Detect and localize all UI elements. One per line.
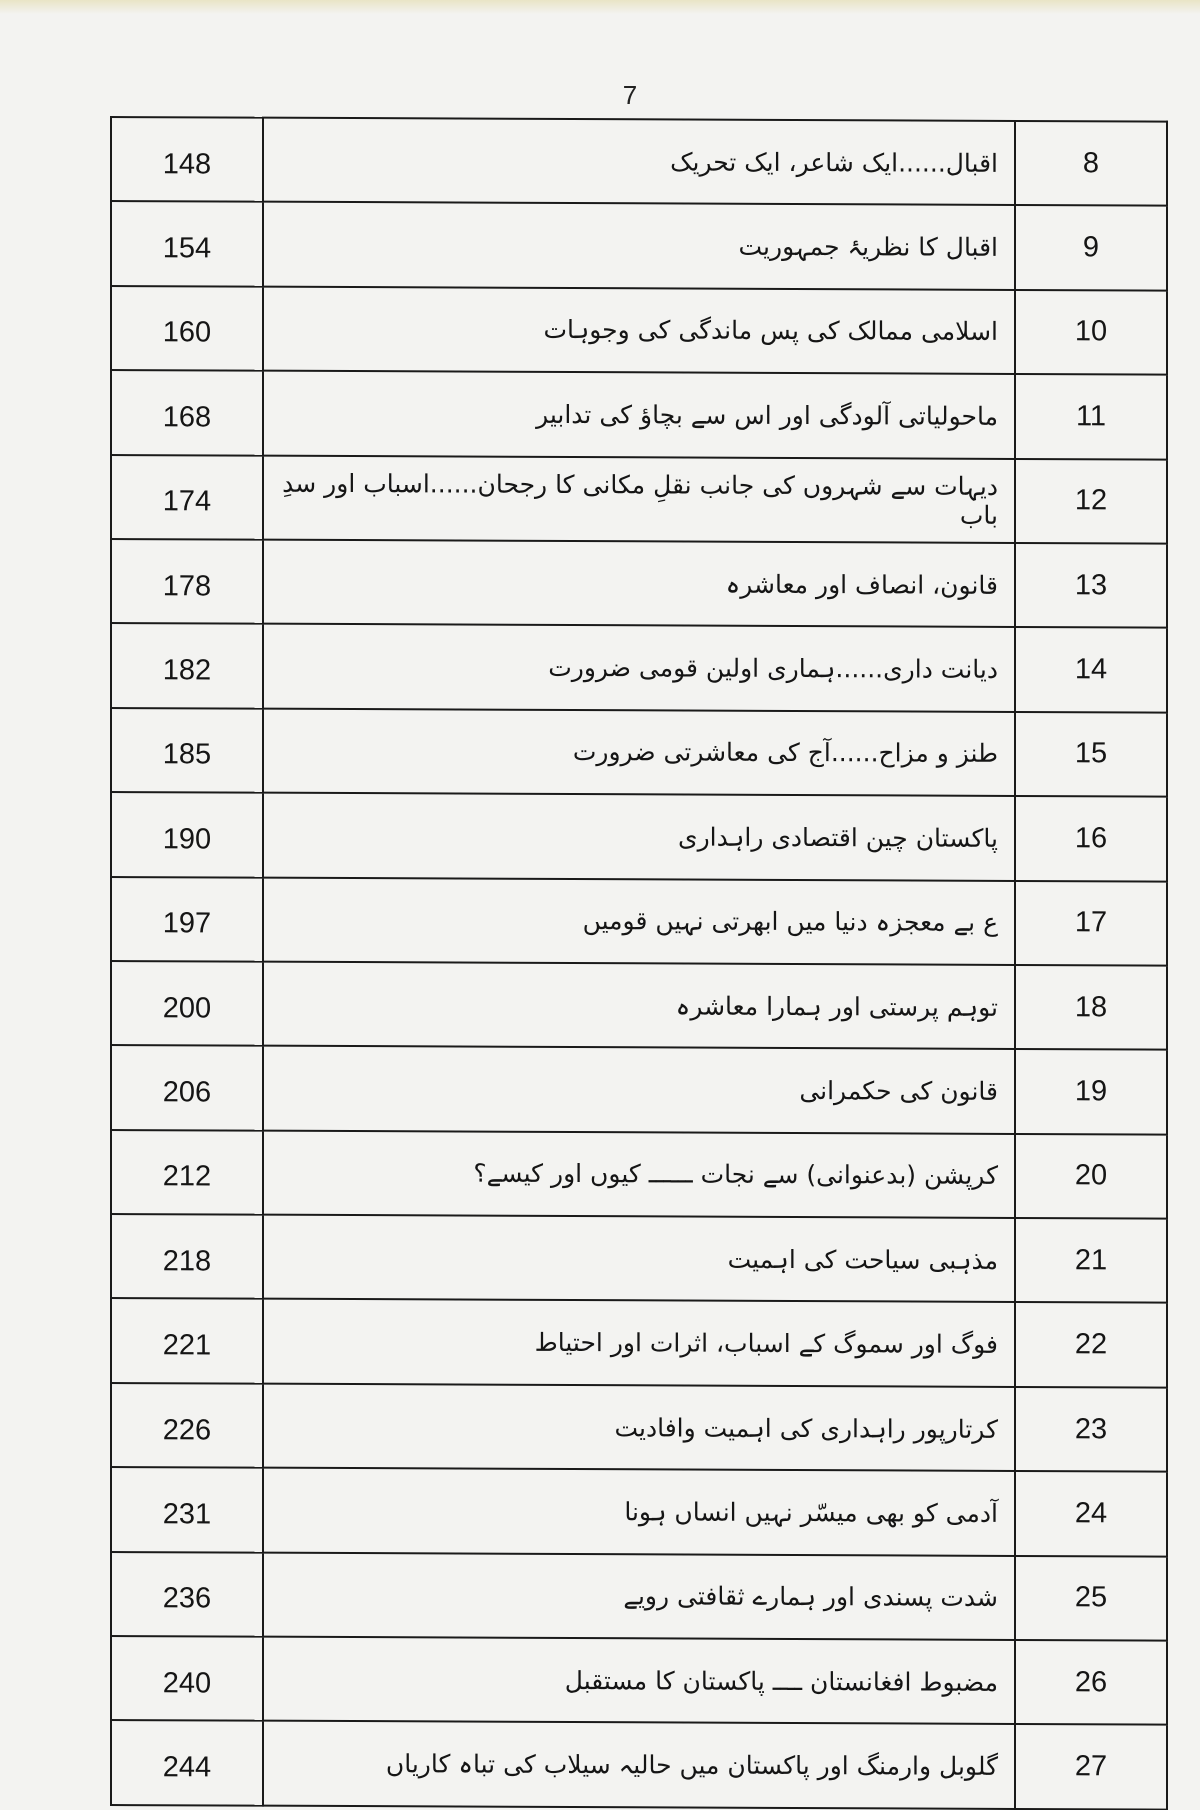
toc-title: شدت پسندی اور ہمارے ثقافتی رویے xyxy=(263,1552,1015,1640)
table-row xyxy=(111,1467,1167,1556)
toc-page-number: 231 xyxy=(111,1467,263,1552)
toc-serial-number: 15 xyxy=(1015,712,1167,797)
table-row xyxy=(111,1636,1167,1725)
toc-serial-number: 8 xyxy=(1015,121,1167,206)
toc-title: آدمی کو بھی میسّر نہیں انساں ہونا xyxy=(263,1468,1015,1556)
table-row xyxy=(111,1383,1167,1472)
toc-serial-number: 27 xyxy=(1015,1724,1167,1809)
table-row xyxy=(111,286,1167,375)
toc-page-number: 190 xyxy=(111,792,263,877)
table-row xyxy=(111,1298,1167,1387)
table-row xyxy=(111,117,1167,206)
toc-title: کرپشن (بدعنوانی) سے نجات ــــــ کیوں اور کیسے؟ xyxy=(263,1130,1015,1218)
toc-title: ع بے معجزہ دنیا میں ابھرتی نہیں قومیں xyxy=(263,877,1015,965)
toc-title: مضبوط افغانستان ــــ پاکستان کا مستقبل xyxy=(263,1637,1015,1725)
toc-page-number: 212 xyxy=(111,1130,263,1215)
toc-page-number: 148 xyxy=(111,117,263,202)
toc-serial-number: 11 xyxy=(1015,374,1167,459)
toc-page-number: 178 xyxy=(111,539,263,624)
toc-page-number: 200 xyxy=(111,961,263,1046)
toc-serial-number: 12 xyxy=(1015,459,1167,544)
toc-serial-number: 22 xyxy=(1015,1302,1167,1387)
toc-page-number: 182 xyxy=(111,623,263,708)
toc-title: اقبال کا نظریۂ جمہوریت xyxy=(263,202,1015,290)
toc-title: پاکستان چین اقتصادی راہداری xyxy=(263,793,1015,881)
table-row xyxy=(111,623,1167,712)
table-row xyxy=(111,539,1167,628)
table-row xyxy=(111,1214,1167,1303)
toc-title: مذہبی سیاحت کی اہمیت xyxy=(263,1215,1015,1303)
table-of-contents xyxy=(110,116,1168,1810)
toc-serial-number: 13 xyxy=(1015,543,1167,628)
toc-title: ماحولیاتی آلودگی اور اس سے بچاؤ کی تدابیر xyxy=(263,371,1015,459)
toc-title: دیانت داری......ہماری اولین قومی ضرورت xyxy=(263,624,1015,712)
toc-serial-number: 14 xyxy=(1015,627,1167,712)
toc-page-number: 244 xyxy=(111,1720,263,1805)
toc-serial-number: 9 xyxy=(1015,205,1167,290)
toc-page-number: 197 xyxy=(111,877,263,962)
table-row xyxy=(111,201,1167,290)
toc-page-number: 154 xyxy=(111,201,263,286)
toc-page-number: 218 xyxy=(111,1214,263,1299)
toc-page-number: 221 xyxy=(111,1298,263,1383)
table-row xyxy=(111,1720,1167,1809)
table-row xyxy=(111,455,1167,544)
toc-title: اقبال......ایک شاعر، ایک تحریک xyxy=(263,118,1015,206)
toc-serial-number: 16 xyxy=(1015,796,1167,881)
toc-title: اسلامی ممالک کی پس ماندگی کی وجوہات xyxy=(263,286,1015,374)
toc-page-number: 226 xyxy=(111,1383,263,1468)
toc-title: قانون کی حکمرانی xyxy=(263,1046,1015,1134)
toc-body xyxy=(111,117,1167,1809)
table-row xyxy=(111,877,1167,966)
toc-serial-number: 24 xyxy=(1015,1471,1167,1556)
toc-page-number: 236 xyxy=(111,1552,263,1637)
table-row xyxy=(111,961,1167,1050)
page-number: 7 xyxy=(622,80,638,110)
table-row xyxy=(111,1552,1167,1641)
toc-title: طنز و مزاح......آج کی معاشرتی ضرورت xyxy=(263,708,1015,796)
table-row xyxy=(111,1130,1167,1219)
table-row xyxy=(111,708,1167,797)
toc-serial-number: 17 xyxy=(1015,880,1167,965)
paper-edge xyxy=(0,0,1200,14)
table-row xyxy=(111,370,1167,459)
toc-serial-number: 21 xyxy=(1015,1218,1167,1303)
table-row xyxy=(111,792,1167,881)
toc-serial-number: 26 xyxy=(1015,1640,1167,1725)
toc-page-number: 240 xyxy=(111,1636,263,1721)
toc-serial-number: 19 xyxy=(1015,1049,1167,1134)
toc-title: دیہات سے شہروں کی جانب نقلِ مکانی کا رجحان......اسباب اور سدِ باب xyxy=(263,455,1015,543)
toc-serial-number: 10 xyxy=(1015,290,1167,375)
toc-title: فوگ اور سموگ کے اسباب، اثرات اور احتیاط xyxy=(263,1299,1015,1387)
table-row xyxy=(111,1045,1167,1134)
toc-serial-number: 20 xyxy=(1015,1134,1167,1219)
toc-page-number: 185 xyxy=(111,708,263,793)
toc-page-number: 168 xyxy=(111,370,263,455)
toc-serial-number: 25 xyxy=(1015,1556,1167,1641)
toc-serial-number: 23 xyxy=(1015,1387,1167,1472)
toc-page-number: 206 xyxy=(111,1045,263,1130)
toc-title: توہم پرستی اور ہمارا معاشرہ xyxy=(263,962,1015,1050)
toc-title: گلوبل وارمنگ اور پاکستان میں حالیہ سیلاب کی تباہ کاریاں xyxy=(263,1721,1015,1809)
toc-title: کرتارپور راہداری کی اہمیت وافادیت xyxy=(263,1384,1015,1472)
toc-page-number: 160 xyxy=(111,286,263,371)
toc-serial-number: 18 xyxy=(1015,965,1167,1050)
toc-page-number: 174 xyxy=(111,455,263,540)
toc-title: قانون، انصاف اور معاشرہ xyxy=(263,540,1015,628)
